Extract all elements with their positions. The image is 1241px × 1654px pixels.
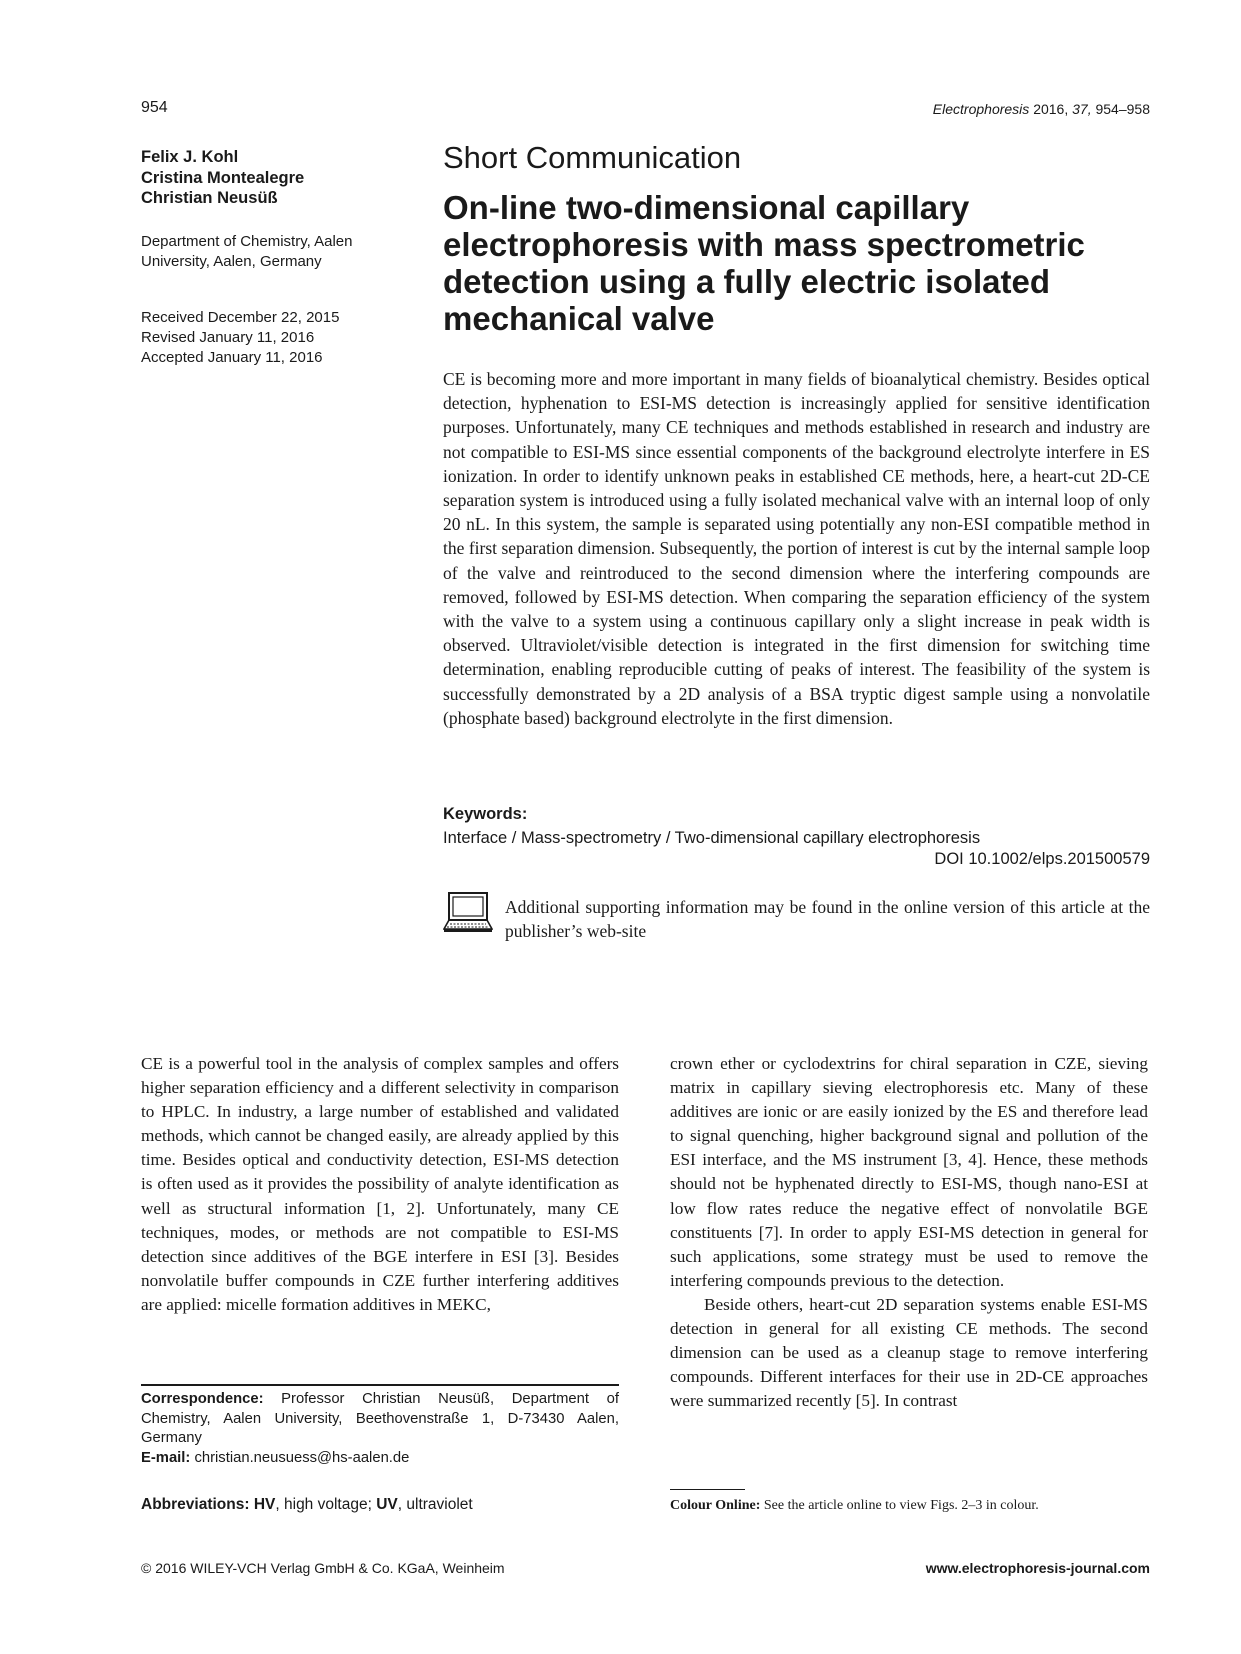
keywords-list: Interface / Mass-spectrometry / Two-dimensional capillary electrophoresis [443,829,981,847]
colour-online-text: See the article online to view Figs. 2–3 in colour. [763,1498,1039,1513]
colour-online-label: Colour Online: [670,1498,761,1513]
supporting-info-note: Additional supporting information may be found in the online version of this article at the publisher’s web-site [505,897,1150,941]
journal-reference [933,101,1150,117]
title-line: On-line two-dimensional capillary [443,189,970,226]
abbreviations: Abbreviations: HV, high voltage; UV, ultraviolet [141,1496,473,1513]
page-number: 954 [141,99,168,116]
correspondence-text: Professor Christian Neusüß, Department of Chemistry, Aalen University, Beethovenstraße 1, D-73430 Aalen, Germany [141,1391,619,1446]
abbreviation-term: UV [376,1496,398,1513]
correspondence [141,1390,619,1468]
revised-date: Revised January 11, 2016 [141,329,315,346]
author: Cristina Montealegre [141,168,305,187]
email-label: E-mail: [141,1449,191,1466]
section-label: Short Communication [443,140,742,175]
article-dates [141,308,339,368]
computer-icon [443,891,493,935]
journal-pages: 954–958 [1095,101,1150,117]
colour-online-note [670,1498,1039,1514]
author: Christian Neusüß [141,189,278,207]
accepted-date: Accepted January 11, 2016 [141,349,323,366]
correspondence-label: Correspondence: [141,1391,264,1407]
keywords-heading: Keywords: [443,805,528,823]
abbreviations-label: Abbreviations: [141,1496,250,1513]
author: Felix J. Kohl [141,148,239,166]
body-paragraph: CE is a powerful tool in the analysis of complex samples and offers higher separation efficiency and a different selectivity in comparison to HPLC. In industry, a large number of established and validated methods, which cannot be changed easily, are already applied by this time. Besides optical and conductivity detection, ESI-MS detection is often used as it provides the possibility of analyte identification as well as structural information [1, 2]. Unfortunately, many CE techniques, modes, or methods are not compatible to ESI-MS detection since additives of the BGE interfere in ESI [3]. Besides nonvolatile buffer compounds in CZE further interfering additives are applied: micelle formation additives in MEKC, [141,1054,619,1314]
title-line: mechanical valve [443,300,715,337]
body-column-2 [670,1052,1148,1413]
journal-name: Electrophoresis [932,101,1030,117]
abbreviation-term: HV [253,1496,276,1513]
body-paragraph: crown ether or cyclodextrins for chiral separation in CZE, sieving matrix in capillary sieving electrophoresis etc. Many of these additives are ionic or are easily ionized by the ES and therefore lead to signal quenching, higher background signal and pollution of the ESI interface, and the MS instrument [3, 4]. Hence, these methods should not be hyphenated directly to ESI-MS, though nano-ESI at low flow rates reduce the negative effect of nonvolatile BGE constituents [7]. In order to apply ESI-MS detection in general for such applications, some strategy must be used to remove the interfering compounds previous to the detection. [670,1054,1148,1290]
abbreviation-definition: high voltage; [284,1496,372,1513]
received-date: Received December 22, 2015 [141,309,340,326]
colour-online-rule [670,1489,745,1490]
abstract: CE is becoming more and more important in many fields of bioanalytical chemistry. Besides optical detection, hyphenation to ESI-MS detection is increasingly applied for sensitive identification purposes. Unfortunately, many CE techniques and methods established in research and industry are not compatible to ESI-MS since essential components of the background electrolyte interfere in ES ionization. In order to identify unknown peaks in established CE methods, here, a heart-cut 2D-CE separation system is introduced using a fully isolated mechanical valve with an internal loop of only 20 nL. In this system, the sample is separated using potentially any non-ESI compatible method in the first separation dimension. Subsequently, the portion of interest is cut by the internal sample loop of the valve and reintroduced to the second dimension where the interfering compounds are removed, followed by ESI-MS detection. When comparing the separation efficiency of the system with the valve to a system using a continuous capillary only a slight increase in peak width is observed. Ultraviolet/visible detection is integrated in the first dimension for switching time determination, enabling reproducible cutting of peaks of interest. The feasibility of the system is successfully demonstrated by a 2D analysis of a BSA tryptic digest sample using a nonvolatile (phosphate based) background electrolyte in the first dimension. [443,369,1150,728]
title-line: detection using a fully electric isolated [443,263,1050,300]
affiliation: Department of Chemistry, Aalen University, Aalen, Germany [141,233,353,270]
journal-volume: 37, [1072,101,1092,117]
title-line: electrophoresis with mass spectrometric [443,226,1085,263]
email-link[interactable]: christian.neusuess@hs-aalen.de [194,1449,410,1466]
abbreviation-definition: ultraviolet [406,1496,473,1513]
doi[interactable]: DOI 10.1002/elps.201500579 [934,850,1150,868]
article-title [443,189,1153,337]
copyright: © 2016 WILEY-VCH Verlag GmbH & Co. KGaA, Weinheim [141,1560,505,1576]
author-list [141,147,304,209]
body-paragraph: Beside others, heart-cut 2D separation systems enable ESI-MS detection in general for all existing CE methods. The second dimension can be used as a cleanup stage to remove interfering compounds. Different interfaces for their use in 2D-CE approaches were summarized recently [5]. In contrast [670,1294,1148,1411]
correspondence-rule [141,1384,619,1386]
journal-year: 2016, [1033,101,1069,117]
journal-website-link[interactable]: www.electrophoresis-journal.com [925,1560,1150,1576]
